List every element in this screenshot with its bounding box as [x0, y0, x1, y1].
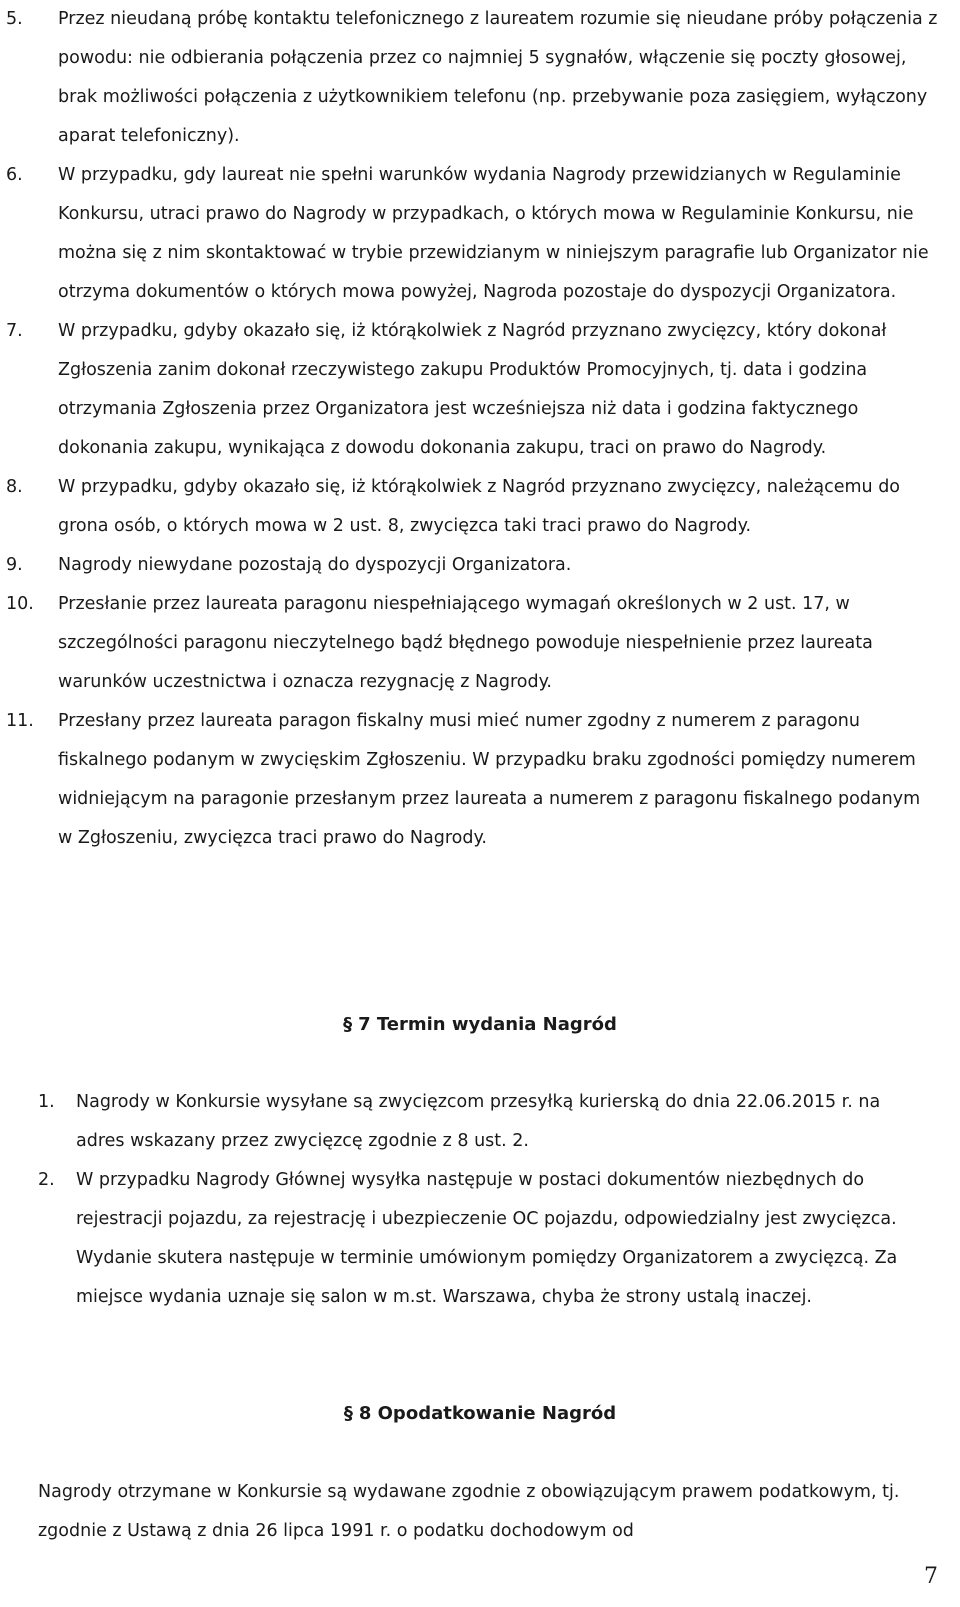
item-text: Przesłanie przez laureata paragonu niespełniającego wymagań określonych w 2 ust. 17, w szczególności paragonu nieczytelnego bądź błędnego powoduje niespełnienie przez laureata warunków uczestnictwa i oznacza rezygnację z Nagrody.	[58, 594, 873, 692]
list-item	[0, 156, 938, 312]
item-text: W przypadku, gdyby okazało się, iż którąkolwiek z Nagród przyznano zwycięzcy, który dokonał Zgłoszenia zanim dokonał rzeczywistego zakupu Produktów Promocyjnych, tj. data i godzina otrzymania Zgłoszenia przez Organizatora jest wcześniejsza niż data i godzina faktycznego dokonania zakupu, wynikająca z dowodu dokonania zakupu, traci on prawo do Nagrody.	[58, 321, 887, 458]
section-title: 8 Opodatkowanie Nagród	[358, 1403, 617, 1424]
list-item	[0, 1161, 928, 1317]
list-item	[0, 1083, 928, 1161]
item-text: W przypadku Nagrody Głównej wysyłka następuje w postaci dokumentów niezbędnych do rejestracji pojazdu, za rejestrację i ubezpieczenie OC pojazdu, odpowiedzialny jest zwycięzca. Wydanie skutera następuje w terminie umówionym pomiędzy Organizatorem a zwycięzcą. Za miejsce wydania uznaje się salon w m.st. Warszawa, chyba że strony ustalą inaczej.	[76, 1170, 898, 1307]
item-number: 6.	[6, 165, 23, 185]
item-text: Nagrody w Konkursie wysyłane są zwycięzcom przesyłką kurierską do dnia 22.06.2015 r. na adres wskazany przez zwycięzcę zgodnie z 8 ust. 2.	[76, 1092, 881, 1151]
item-number: 5.	[6, 9, 23, 29]
list-item	[0, 312, 938, 468]
section-symbol: §	[343, 1014, 353, 1035]
item-number: 9.	[6, 555, 23, 575]
item-number: 2.	[38, 1170, 55, 1190]
page-number: 7	[924, 1564, 938, 1589]
section-symbol: §	[343, 1403, 353, 1424]
list-item	[0, 585, 938, 702]
section-title: 7 Termin wydania Nagród	[358, 1014, 617, 1035]
section-8-heading	[0, 1402, 960, 1426]
item-text: Przez nieudaną próbę kontaktu telefonicznego z laureatem rozumie się nieudane próby połączenia z powodu: nie odbierania połączenia przez co najmniej 5 sygnałów, włączenie się poczty głosowej, brak możliwości połączenia z użytkownikiem telefonu (np. przebywanie poza zasięgiem, wyłączony aparat telefoniczny).	[58, 9, 938, 146]
item-number: 7.	[6, 321, 23, 341]
list-item	[0, 0, 938, 156]
section-7-heading	[0, 1013, 960, 1037]
item-number: 11.	[6, 711, 34, 731]
list-item	[0, 468, 938, 546]
item-number: 1.	[38, 1092, 55, 1112]
item-text: W przypadku, gdy laureat nie spełni warunków wydania Nagrody przewidzianych w Regulaminie Konkursu, utraci prawo do Nagrody w przypadkach, o których mowa w Regulaminie Konkursu, nie można się z nim skontaktować w trybie przewidzianym w niniejszym paragrafie lub Organizator nie otrzyma dokumentów o których mowa powyżej, Nagroda pozostaje do dyspozycji Organizatora.	[58, 165, 929, 302]
item-text: Nagrody niewydane pozostają do dyspozycji Organizatora.	[58, 555, 572, 575]
item-text: Przesłany przez laureata paragon fiskalny musi mieć numer zgodny z numerem z paragonu fiskalnego podanym w zwycięskim Zgłoszeniu. W przypadku braku zgodności pomiędzy numerem widniejącym na paragonie przesłanym przez laureata a numerem z paragonu fiskalnego podanym w Zgłoszeniu, zwycięzca traci prawo do Nagrody.	[58, 711, 921, 848]
delivery-terms-list	[0, 1083, 960, 1317]
taxation-paragraph: Nagrody otrzymane w Konkursie są wydawane zgodnie z obowiązującym prawem podatkowym, tj. zgodnie z Ustawą z dnia 26 lipca 1991 r. o podatku dochodowym od	[38, 1482, 900, 1541]
list-item	[0, 546, 938, 585]
item-text: W przypadku, gdyby okazało się, iż którąkolwiek z Nagród przyznano zwycięzcy, należącemu do grona osób, o których mowa w 2 ust. 8, zwycięzca taki traci prawo do Nagrody.	[58, 477, 901, 536]
item-number: 10.	[6, 594, 34, 614]
item-number: 8.	[6, 477, 23, 497]
list-item	[0, 702, 938, 858]
